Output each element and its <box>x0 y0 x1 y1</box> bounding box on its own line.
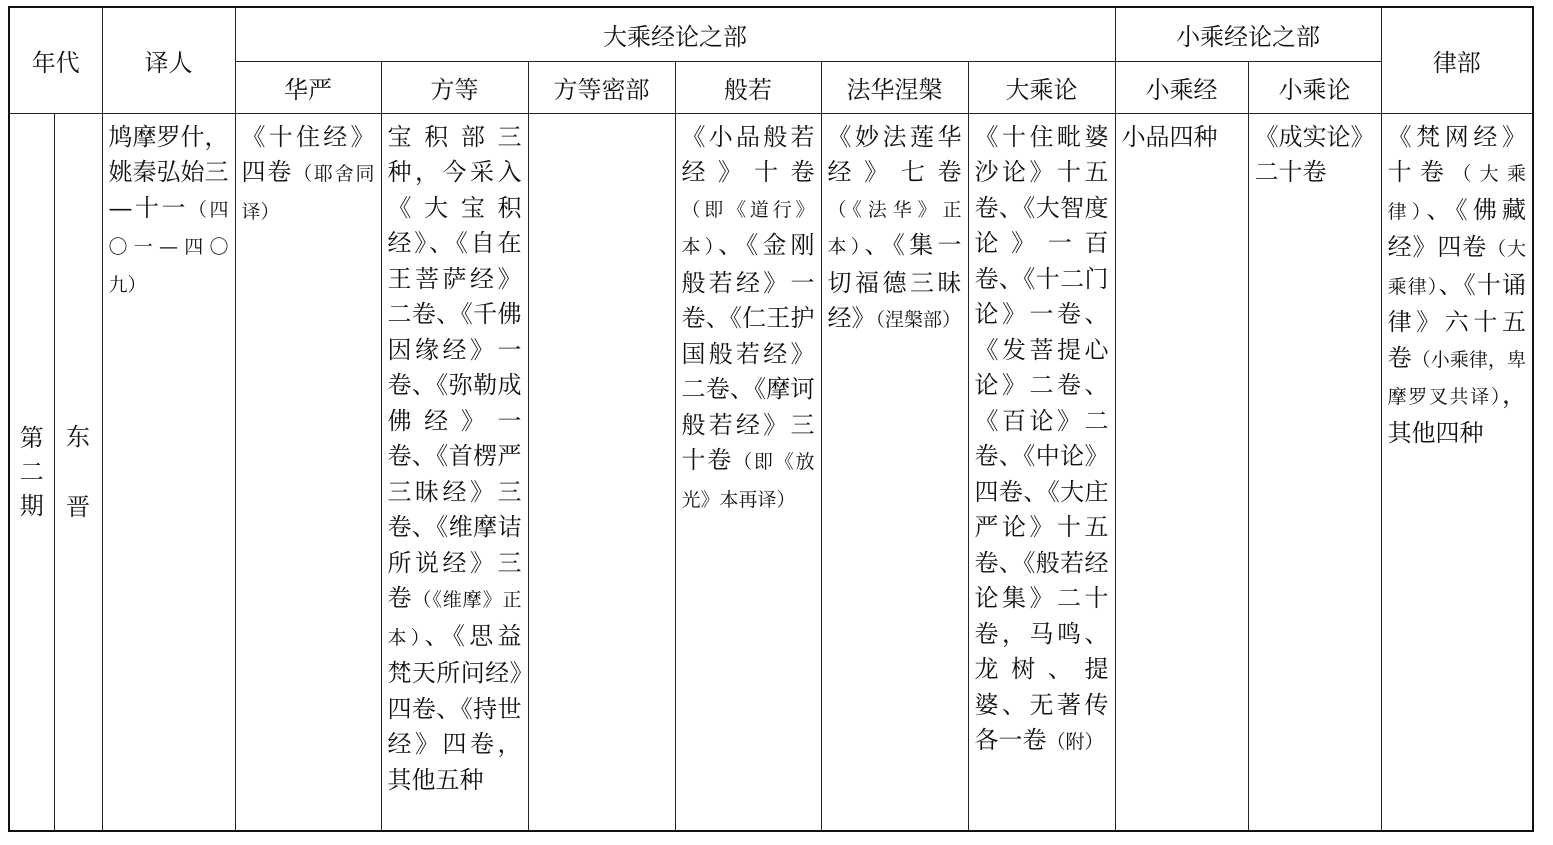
header-vinaya: 律部 <box>1381 7 1533 113</box>
fahua-text: 《妙法莲华经》七卷 <box>827 122 962 186</box>
dacheng-lun-cell <box>968 113 1115 831</box>
fangdeng-text-cont: 、《思益梵天所问经》四卷、《持世经》四卷，其他五种 <box>387 621 522 794</box>
dynasty-label: 东晋 <box>66 422 90 521</box>
header-fahua-niepan: 法华涅槃 <box>821 61 968 113</box>
dacheng-lun-text: 《十住毗婆沙论》十五卷、《大智度论》一百卷、《十二门论》一卷、《发菩提心论》二卷、《百论》二卷、《中论》四卷、《大庄严论》十五卷、《般若经论集》二十卷，马鸣、龙树、提婆、无著传各一卷 <box>974 122 1109 754</box>
fangdeng-cell <box>381 113 528 831</box>
header-huayan: 华严 <box>235 61 381 113</box>
vinaya-text-1: 《梵网经》十卷 <box>1387 122 1527 186</box>
header-fangdeng-mibu: 方等密部 <box>528 61 675 113</box>
header-era: 年代 <box>9 7 102 113</box>
bore-text: 《小品般若经》十卷 <box>681 122 815 186</box>
vinaya-text-3: 、《十诵律》六十五卷 <box>1387 270 1527 372</box>
dacheng-lun-note: （附） <box>1046 731 1104 753</box>
fahua-note-2: （涅槃部） <box>875 309 962 331</box>
huayan-cell <box>235 113 381 831</box>
header-xiaocheng-lun: 小乘论 <box>1248 61 1381 113</box>
vinaya-text-4: ，其他四种 <box>1387 381 1527 447</box>
vinaya-note-3: （小乘律，卑摩罗叉共译） <box>1387 348 1527 408</box>
translator-years: （四〇一—四〇九） <box>108 198 229 296</box>
translator-name: 鸠摩罗什，姚秦弘始三—十一 <box>108 122 229 222</box>
header-fangdeng: 方等 <box>381 61 528 113</box>
fangdeng-mibu-cell <box>528 113 675 831</box>
huayan-note: （耶舍同译） <box>241 163 375 223</box>
fangdeng-text: 宝积部三种，今采入《大宝积经》、《自在王菩萨经》二卷、《千佛因缘经》一卷、《弥勒成佛经》一卷、《首楞严三昧经》三卷、《维摩诘所说经》三卷 <box>387 122 522 612</box>
vinaya-cell <box>1381 113 1533 831</box>
bore-cell <box>675 113 821 831</box>
bore-note-2: （即《放光》本再译） <box>681 451 815 511</box>
xiaocheng-lun-cell: 《成实论》二十卷 <box>1248 113 1381 831</box>
header-bore: 般若 <box>675 61 821 113</box>
vinaya-note-1: （大乘律） <box>1387 163 1527 223</box>
translation-catalog-table <box>8 6 1534 832</box>
header-dacheng-lun: 大乘论 <box>968 61 1115 113</box>
header-translator: 译人 <box>102 7 235 113</box>
fahua-text-cont: 、《集一切福德三昧经》 <box>827 231 962 332</box>
header-mahayana-group: 大乘经论之部 <box>235 7 1115 61</box>
huayan-text: 《十住经》四卷 <box>241 122 375 186</box>
fahua-note: （《法华》正本） <box>827 198 962 258</box>
header-xiaocheng-jing: 小乘经 <box>1115 61 1248 113</box>
catalog-table-page <box>8 6 1532 832</box>
translator-cell <box>102 113 235 831</box>
period-cell <box>9 113 54 831</box>
period-label: 第二期 <box>19 423 44 520</box>
header-hinayana-group: 小乘经论之部 <box>1115 7 1381 61</box>
xiaocheng-jing-cell: 小品四种 <box>1115 113 1248 831</box>
bore-text-cont: 、《金刚般若经》一卷、《仁王护国般若经》二卷、《摩诃般若经》三十卷 <box>681 231 815 474</box>
fangdeng-note: （《维摩》正本） <box>387 589 522 649</box>
bore-note: （即《道行》本） <box>681 198 815 258</box>
fahua-niepan-cell <box>821 113 968 831</box>
vinaya-note-2: （大乘律） <box>1387 238 1527 298</box>
vinaya-text-2: 、《佛藏经》四卷 <box>1387 195 1527 261</box>
dynasty-cell <box>54 113 102 831</box>
